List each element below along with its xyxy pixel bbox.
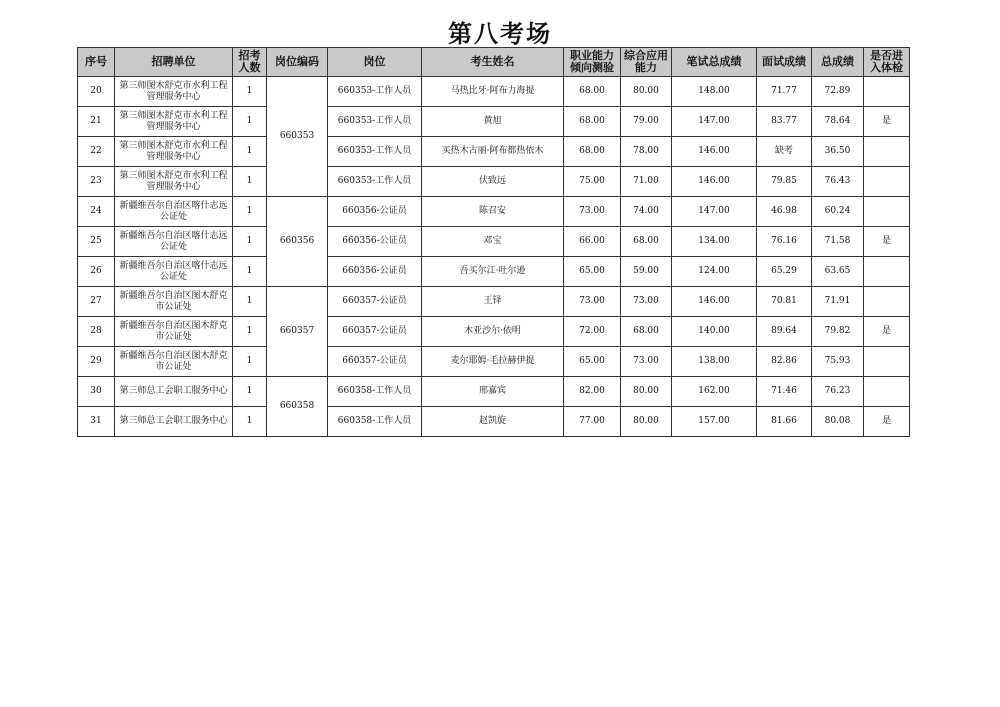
table-row	[78, 407, 910, 437]
table-row	[78, 197, 910, 227]
cell-quota: 1	[233, 77, 267, 107]
score-table	[77, 47, 910, 437]
cell-name: 麦尔耶姆·毛拉赫伊提	[422, 347, 564, 377]
cell-name: 吾买尔江·吐尔逊	[422, 257, 564, 287]
cell-name: 陈召安	[422, 197, 564, 227]
cell-name: 赵凯旋	[422, 407, 564, 437]
cell-quota: 1	[233, 317, 267, 347]
cell-name: 王铎	[422, 287, 564, 317]
table-row	[78, 77, 910, 107]
cell-interview: 65.29	[757, 257, 812, 287]
cell-seq: 22	[78, 137, 115, 167]
cell-interview: 89.64	[757, 317, 812, 347]
cell-seq: 26	[78, 257, 115, 287]
cell-unit: 新疆维吾尔自治区图木舒克市公证处	[115, 347, 233, 377]
col-header-interview: 面试成绩	[757, 48, 812, 77]
cell-total: 76.23	[812, 377, 864, 407]
cell-written-total: 146.00	[672, 167, 757, 197]
cell-total: 75.93	[812, 347, 864, 377]
header-row	[78, 48, 910, 77]
col-header-post: 岗位	[328, 48, 422, 77]
cell-written-total: 138.00	[672, 347, 757, 377]
cell-aptitude: 73.00	[564, 197, 621, 227]
cell-written-total: 162.00	[672, 377, 757, 407]
table-row	[78, 317, 910, 347]
cell-comprehensive: 80.00	[621, 77, 672, 107]
cell-comprehensive: 73.00	[621, 287, 672, 317]
cell-comprehensive: 79.00	[621, 107, 672, 137]
cell-seq: 21	[78, 107, 115, 137]
cell-written-total: 140.00	[672, 317, 757, 347]
cell-total: 60.24	[812, 197, 864, 227]
cell-quota: 1	[233, 167, 267, 197]
cell-post: 660357-公证员	[328, 347, 422, 377]
table-row	[78, 137, 910, 167]
cell-physical: 是	[864, 407, 910, 437]
cell-total: 71.58	[812, 227, 864, 257]
col-header-name: 考生姓名	[422, 48, 564, 77]
cell-interview: 76.16	[757, 227, 812, 257]
cell-comprehensive: 68.00	[621, 227, 672, 257]
cell-seq: 28	[78, 317, 115, 347]
cell-post: 660353-工作人员	[328, 77, 422, 107]
cell-quota: 1	[233, 347, 267, 377]
col-header-total: 总成绩	[812, 48, 864, 77]
table-row	[78, 227, 910, 257]
cell-quota: 1	[233, 257, 267, 287]
cell-code: 660356	[267, 197, 328, 287]
cell-physical: 是	[864, 317, 910, 347]
page-title: 第八考场	[448, 19, 552, 48]
table-row	[78, 377, 910, 407]
col-header-physical: 是否进入体检	[864, 48, 910, 77]
cell-physical	[864, 77, 910, 107]
cell-physical	[864, 287, 910, 317]
cell-unit: 新疆维吾尔自治区喀什志远公证处	[115, 227, 233, 257]
table-row	[78, 287, 910, 317]
cell-seq: 23	[78, 167, 115, 197]
cell-total: 80.08	[812, 407, 864, 437]
cell-aptitude: 72.00	[564, 317, 621, 347]
cell-physical	[864, 347, 910, 377]
cell-code: 660358	[267, 377, 328, 437]
cell-post: 660357-公证员	[328, 317, 422, 347]
cell-name: 木亚沙尔·依明	[422, 317, 564, 347]
cell-quota: 1	[233, 407, 267, 437]
cell-aptitude: 77.00	[564, 407, 621, 437]
cell-total: 78.64	[812, 107, 864, 137]
col-header-unit: 招聘单位	[115, 48, 233, 77]
cell-seq: 30	[78, 377, 115, 407]
cell-aptitude: 73.00	[564, 287, 621, 317]
cell-name: 黄旭	[422, 107, 564, 137]
cell-physical: 是	[864, 227, 910, 257]
table-row	[78, 167, 910, 197]
cell-post: 660353-工作人员	[328, 107, 422, 137]
cell-unit: 第三师图木舒克市水利工程管理服务中心	[115, 167, 233, 197]
cell-quota: 1	[233, 137, 267, 167]
cell-aptitude: 75.00	[564, 167, 621, 197]
table-row	[78, 257, 910, 287]
cell-post: 660356-公证员	[328, 257, 422, 287]
cell-written-total: 147.00	[672, 197, 757, 227]
cell-interview: 71.77	[757, 77, 812, 107]
cell-unit: 新疆维吾尔自治区图木舒克市公证处	[115, 287, 233, 317]
cell-interview: 缺考	[757, 137, 812, 167]
cell-seq: 29	[78, 347, 115, 377]
cell-post: 660356-公证员	[328, 197, 422, 227]
cell-post: 660356-公证员	[328, 227, 422, 257]
cell-comprehensive: 73.00	[621, 347, 672, 377]
cell-written-total: 134.00	[672, 227, 757, 257]
cell-quota: 1	[233, 377, 267, 407]
cell-aptitude: 68.00	[564, 137, 621, 167]
col-header-code: 岗位编码	[267, 48, 328, 77]
cell-physical: 是	[864, 107, 910, 137]
cell-interview: 82.86	[757, 347, 812, 377]
cell-aptitude: 82.00	[564, 377, 621, 407]
cell-interview: 46.98	[757, 197, 812, 227]
cell-aptitude: 68.00	[564, 107, 621, 137]
cell-physical	[864, 137, 910, 167]
cell-total: 63.65	[812, 257, 864, 287]
cell-written-total: 146.00	[672, 287, 757, 317]
cell-post: 660353-工作人员	[328, 167, 422, 197]
cell-unit: 第三师总工会职工服务中心	[115, 407, 233, 437]
cell-post: 660358-工作人员	[328, 377, 422, 407]
cell-comprehensive: 80.00	[621, 377, 672, 407]
cell-interview: 83.77	[757, 107, 812, 137]
cell-seq: 31	[78, 407, 115, 437]
cell-written-total: 148.00	[672, 77, 757, 107]
cell-comprehensive: 59.00	[621, 257, 672, 287]
col-header-comprehensive: 综合应用能力	[621, 48, 672, 77]
cell-post: 660358-工作人员	[328, 407, 422, 437]
table-row	[78, 347, 910, 377]
cell-quota: 1	[233, 197, 267, 227]
cell-seq: 27	[78, 287, 115, 317]
cell-aptitude: 66.00	[564, 227, 621, 257]
cell-comprehensive: 68.00	[621, 317, 672, 347]
cell-unit: 新疆维吾尔自治区喀什志远公证处	[115, 257, 233, 287]
cell-unit: 新疆维吾尔自治区喀什志远公证处	[115, 197, 233, 227]
cell-physical	[864, 257, 910, 287]
cell-written-total: 157.00	[672, 407, 757, 437]
cell-aptitude: 68.00	[564, 77, 621, 107]
cell-aptitude: 65.00	[564, 347, 621, 377]
cell-comprehensive: 71.00	[621, 167, 672, 197]
cell-name: 买热木古丽·阿布都热依木	[422, 137, 564, 167]
cell-seq: 20	[78, 77, 115, 107]
cell-aptitude: 65.00	[564, 257, 621, 287]
cell-name: 马热比牙·阿布力海提	[422, 77, 564, 107]
cell-comprehensive: 80.00	[621, 407, 672, 437]
cell-seq: 24	[78, 197, 115, 227]
cell-seq: 25	[78, 227, 115, 257]
cell-interview: 70.81	[757, 287, 812, 317]
cell-total: 72.89	[812, 77, 864, 107]
cell-code: 660357	[267, 287, 328, 377]
cell-written-total: 146.00	[672, 137, 757, 167]
cell-interview: 79.85	[757, 167, 812, 197]
cell-name: 邢嘉宾	[422, 377, 564, 407]
cell-post: 660357-公证员	[328, 287, 422, 317]
col-header-seq: 序号	[78, 48, 115, 77]
cell-unit: 第三师图木舒克市水利工程管理服务中心	[115, 137, 233, 167]
col-header-written-total: 笔试总成绩	[672, 48, 757, 77]
cell-written-total: 147.00	[672, 107, 757, 137]
cell-written-total: 124.00	[672, 257, 757, 287]
cell-quota: 1	[233, 227, 267, 257]
cell-unit: 第三师图木舒克市水利工程管理服务中心	[115, 77, 233, 107]
cell-unit: 新疆维吾尔自治区图木舒克市公证处	[115, 317, 233, 347]
col-header-quota: 招考人数	[233, 48, 267, 77]
cell-unit: 第三师总工会职工服务中心	[115, 377, 233, 407]
cell-quota: 1	[233, 287, 267, 317]
cell-name: 伏致远	[422, 167, 564, 197]
cell-post: 660353-工作人员	[328, 137, 422, 167]
cell-code: 660353	[267, 77, 328, 197]
cell-unit: 第三师图木舒克市水利工程管理服务中心	[115, 107, 233, 137]
cell-quota: 1	[233, 107, 267, 137]
cell-physical	[864, 377, 910, 407]
cell-total: 71.91	[812, 287, 864, 317]
cell-total: 79.82	[812, 317, 864, 347]
cell-comprehensive: 74.00	[621, 197, 672, 227]
cell-physical	[864, 167, 910, 197]
cell-physical	[864, 197, 910, 227]
cell-comprehensive: 78.00	[621, 137, 672, 167]
col-header-aptitude: 职业能力倾向测验	[564, 48, 621, 77]
table-row	[78, 107, 910, 137]
cell-total: 36.50	[812, 137, 864, 167]
cell-name: 邓宝	[422, 227, 564, 257]
cell-interview: 71.46	[757, 377, 812, 407]
cell-interview: 81.66	[757, 407, 812, 437]
cell-total: 76.43	[812, 167, 864, 197]
